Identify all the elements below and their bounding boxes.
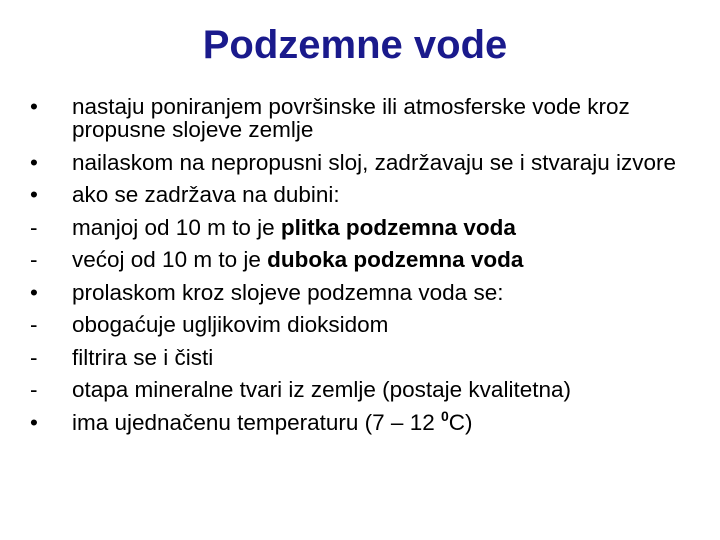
dash-marker: - <box>30 312 38 337</box>
bullet-item <box>30 248 690 271</box>
bullet-text: nastaju poniranjem površinske ili atmosferske vode kroz propusne slojeve zemlje <box>72 94 630 142</box>
bullet-text: nailaskom na nepropusni sloj, zadržavaju se i stvaraju izvore <box>72 149 677 175</box>
bullet-text: filtrira se i čisti <box>72 344 214 370</box>
bullet-item <box>30 281 690 304</box>
dash-marker: - <box>30 377 38 402</box>
bullet-text: ima ujednačenu temperaturu (7 – 12 <box>72 409 441 435</box>
bullet-text: ako se zadržava na dubini: <box>72 182 340 207</box>
bullet-marker: • <box>30 94 38 119</box>
bullet-item <box>30 183 690 206</box>
bold-term: duboka podzemna voda <box>267 247 524 272</box>
slide-title: Podzemne vode <box>202 23 508 67</box>
bullet-item <box>30 378 690 401</box>
bold-term: plitka podzemna voda <box>280 214 516 240</box>
bullet-item <box>30 407 690 435</box>
bullet-text-line <box>72 407 690 435</box>
bullet-text: obogaćuje ugljikovim dioksidom <box>72 312 389 337</box>
bullet-item <box>30 313 690 336</box>
bullet-marker: • <box>30 149 38 175</box>
bullet-item <box>30 346 690 369</box>
bullet-text: manjoj od 10 m to je <box>72 214 281 240</box>
dash-marker: - <box>30 247 38 272</box>
temperature-superscript: 0 <box>440 407 449 424</box>
dash-marker: - <box>30 214 38 240</box>
bullet-item <box>30 95 690 141</box>
bullet-text: prolaskom kroz slojeve podzemna voda se: <box>72 279 504 305</box>
bullet-list <box>30 95 690 443</box>
bullet-text-line <box>72 216 690 239</box>
bullet-item <box>30 151 690 174</box>
bullet-item <box>30 216 690 239</box>
dash-marker: - <box>30 344 38 370</box>
bullet-text: otapa mineralne tvari iz zemlje (postaje kvalitetna) <box>72 377 571 402</box>
bullet-marker: • <box>30 279 38 305</box>
bullet-text-line <box>72 248 690 271</box>
bullet-marker: • <box>30 409 38 435</box>
bullet-text-end: C) <box>448 409 473 435</box>
bullet-marker: • <box>30 182 38 207</box>
bullet-text: većoj od 10 m to je <box>72 247 268 272</box>
